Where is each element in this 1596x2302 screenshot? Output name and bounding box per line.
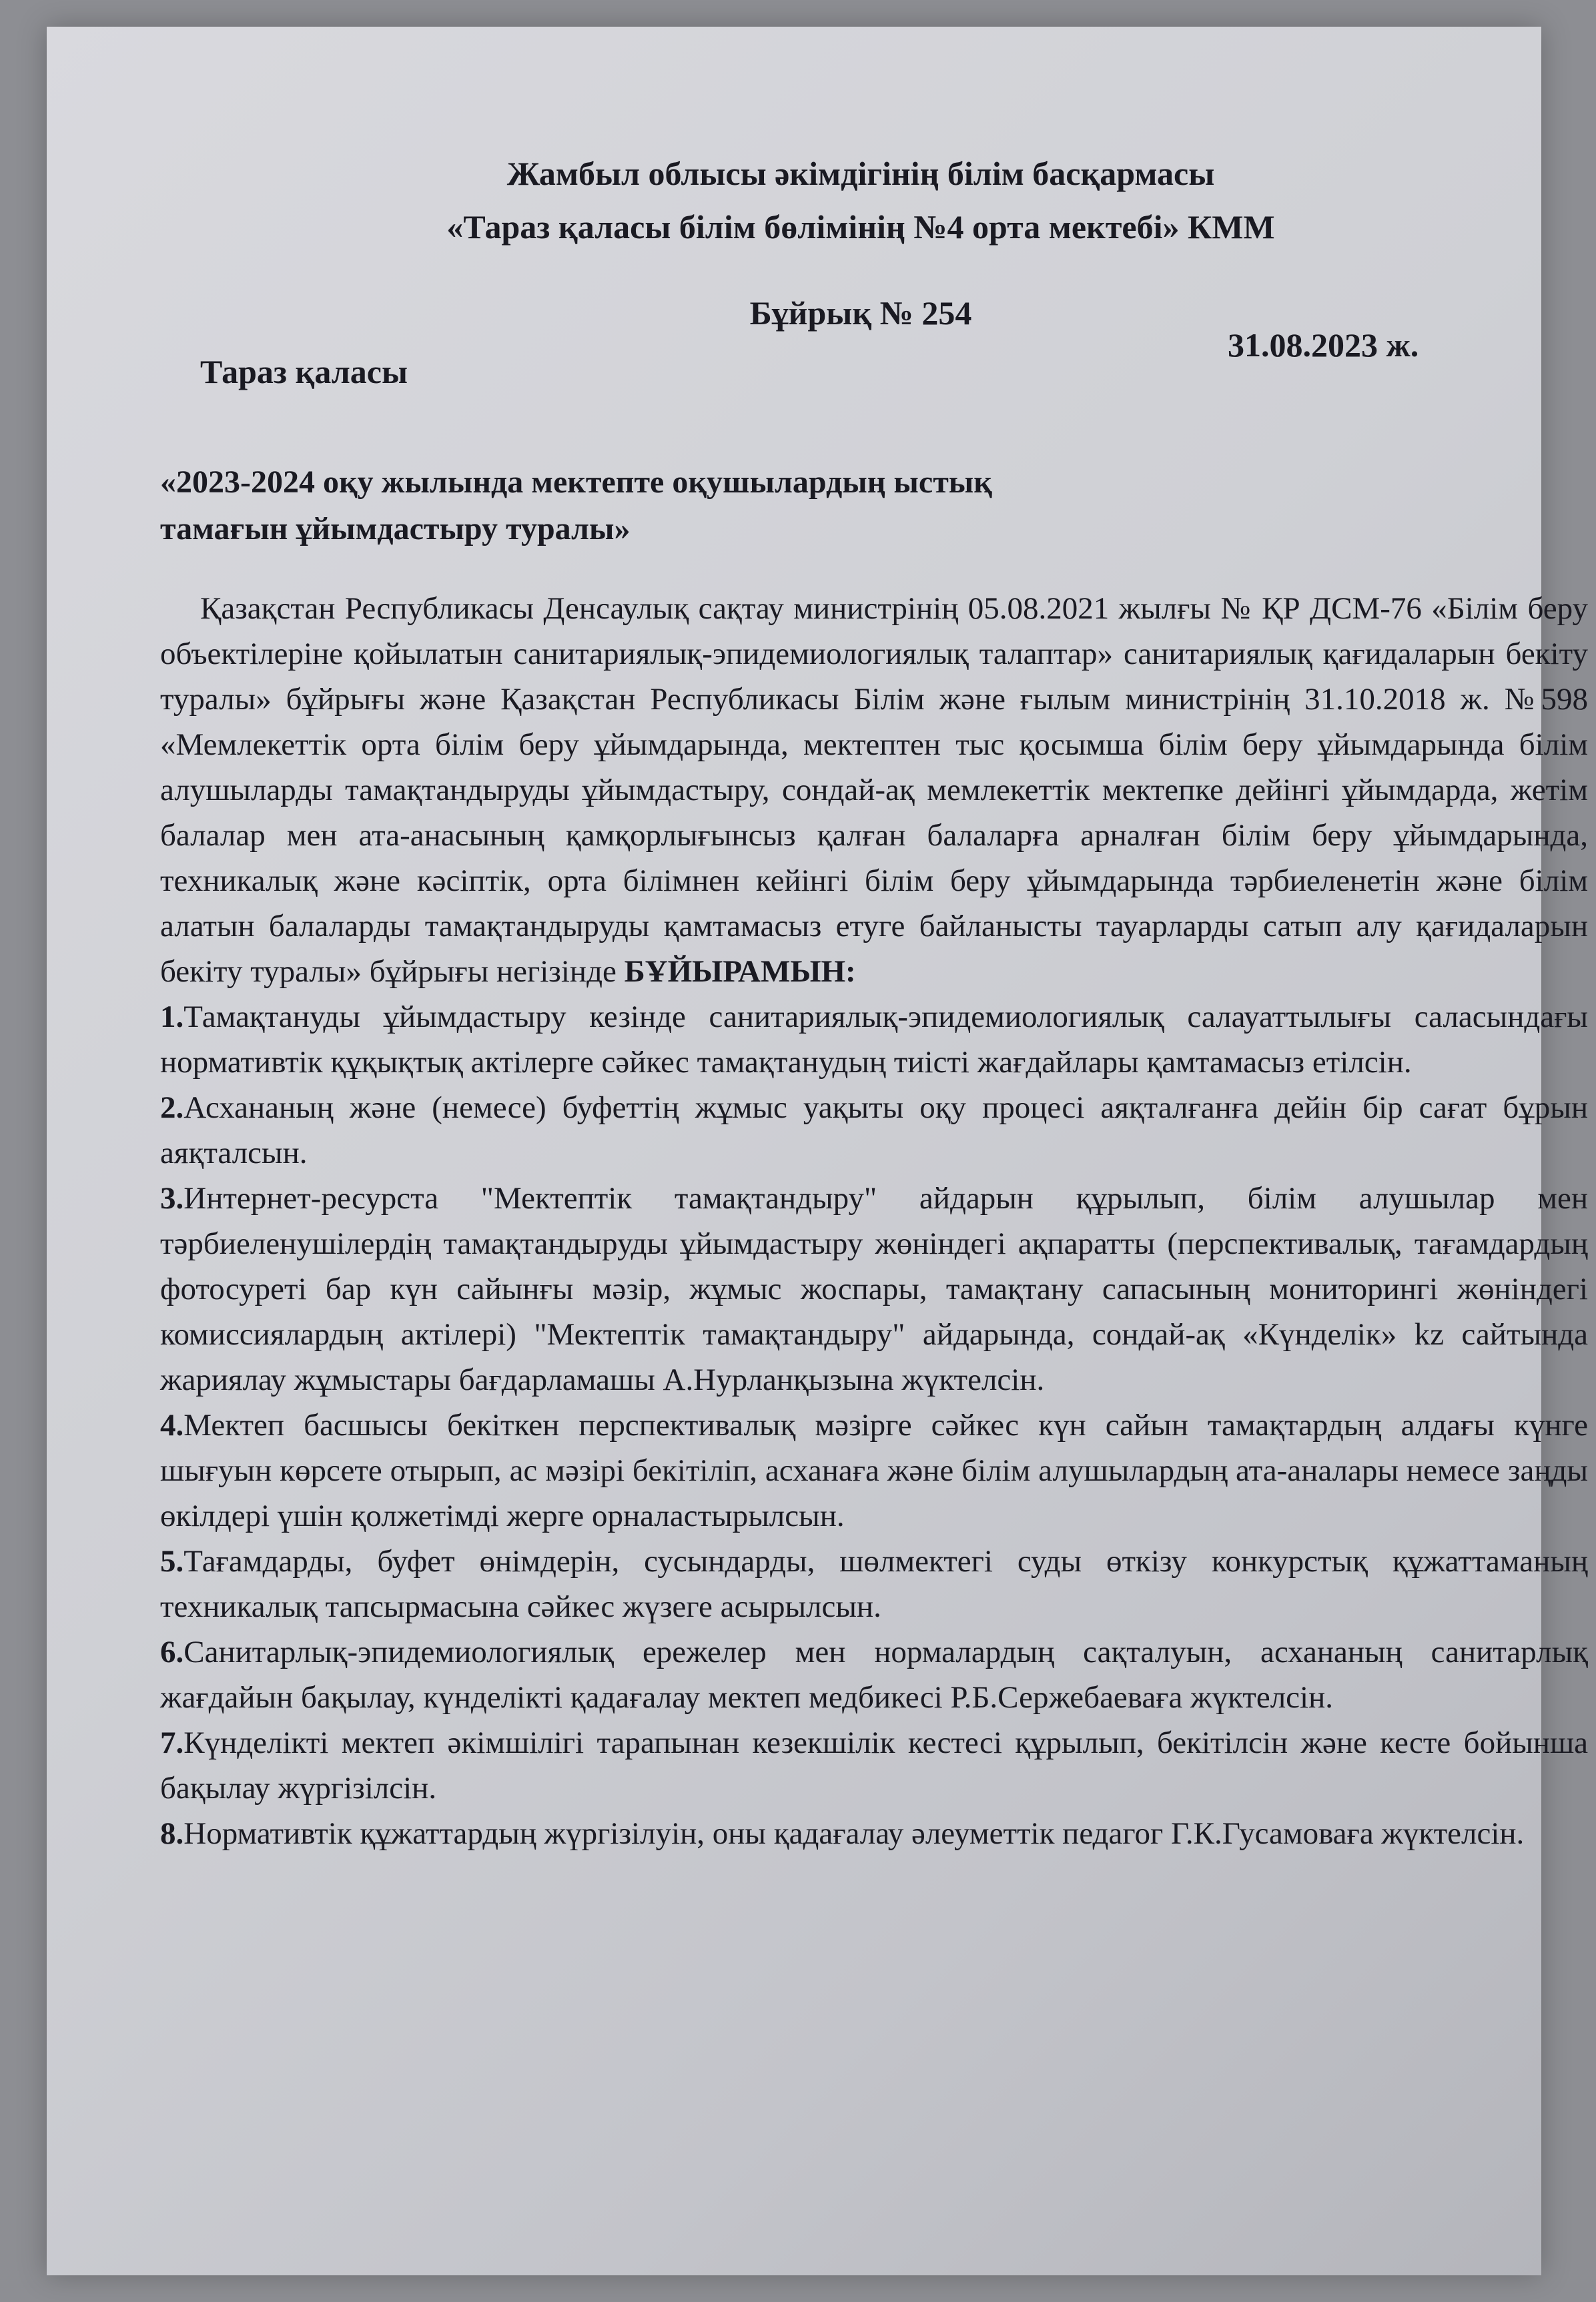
list-item xyxy=(160,1403,1588,1539)
order-subject: «2023-2024 оқу жылында мектепте оқушылардың ыстық тамағын ұйымдастыру туралы» xyxy=(160,464,992,546)
list-item xyxy=(160,1629,1588,1720)
list-item xyxy=(160,994,1588,1085)
order-body xyxy=(160,586,1588,1856)
item-number: 3. xyxy=(160,1181,184,1216)
order-date: 31.08.2023 ж. xyxy=(1228,326,1419,364)
intro-text: Қазақстан Республикасы Денсаулық сақтау министрінің 05.08.2021 жылғы № ҚР ДСМ-76 «Білім беру объектілеріне қойылатын санитариялық-эпидемиологиялық талаптар» санитариялық қағидаларын бекіту туралы» бұйрығы және Қазақстан Республикасы Білім және ғылым министрінің 31.10.2018 ж. №598 «Мемлекеттік орта білім беру ұйымдарында, мектептен тыс қосымша білім беру ұйымдарында білім алушыларды тамақтандыруды ұйымдастыру, сондай-ақ мемлекеттік мектепке дейінгі ұйымдарда, жетім балалар мен ата-анасының қамқорлығынсыз қалған балаларға арналған білім беру ұйымдарында, техникалық және кәсіптік, орта білімнен кейінгі білім беру ұйымдарында тәрбиеленетін және білім алатын балаларды тамақтандыруды қамтамасыз етуге байланысты тауарларды сатып алу қағидаларын бекіту туралы» бұйрығы негізінде xyxy=(160,591,1588,989)
instruction-word: БҰЙЫРАМЫН: xyxy=(624,954,856,989)
item-number: 7. xyxy=(160,1725,184,1760)
item-text: Санитарлық-эпидемиологиялық ережелер мен нормалардың сақталуын, асхананың санитарлық жағдайын бақылау, күнделікті қадағалау мектеп медбикесі Р.Б.Сержебаеваға жүктелсін. xyxy=(160,1635,1588,1715)
place-date-row xyxy=(160,326,1575,390)
item-number: 4. xyxy=(160,1408,184,1443)
order-city: Тараз қаласы xyxy=(200,353,408,390)
item-text: Тағамдарды, буфет өнімдерін, сусындарды, шөлмектегі суды өткізу конкурстық құжаттаманың техникалық тапсырмасына сәйкес жүзеге асырылсын. xyxy=(160,1544,1588,1624)
document xyxy=(160,147,1588,1856)
paper-sheet xyxy=(47,27,1588,2275)
item-text: Тамақтануды ұйымдастыру кезінде санитариялық-эпидемиологиялық салауаттылығы саласындағы нормативтік құқықтық актілерге сәйкес тамақтанудың тиісті жағдайлары қамтамасыз етілсін. xyxy=(160,1000,1588,1080)
item-number: 5. xyxy=(160,1544,184,1579)
item-number: 2. xyxy=(160,1090,184,1125)
list-item xyxy=(160,1176,1588,1403)
intro-paragraph xyxy=(160,586,1588,994)
list-item xyxy=(160,1811,1588,1856)
item-number: 6. xyxy=(160,1635,184,1669)
item-text: Нормативтік құжаттардың жүргізілуін, оны қадағалау әлеуметтік педагог Г.К.Гусамоваға жүктелсін. xyxy=(183,1816,1525,1851)
header-line-2: «Тараз қаласы білім бөлімінің №4 орта мектебі» КММ xyxy=(446,208,1275,246)
header-line-1: Жамбыл облысы әкімдігінің білім басқармасы xyxy=(506,155,1215,192)
list-item xyxy=(160,1539,1588,1629)
item-text: Мектеп басшысы бекіткен перспективалық мәзірге сәйкес күн сайын тамақтардың алдағы күнге шығуын көрсете отырып, ас мәзірі бекітіліп, асханаға және білім алушылардың ата-аналары немесе заңды өкілдері үшін қолжетімді жерге орналастырылсын. xyxy=(160,1408,1588,1533)
list-item xyxy=(160,1720,1588,1811)
order-title: Бұйрық № 254 xyxy=(749,294,972,332)
list-item xyxy=(160,1085,1588,1176)
item-text: Күнделікті мектеп әкімшілігі тарапынан кезекшілік кестесі құрылып, бекітілсін және кесте бойынша бақылау жүргізілсін. xyxy=(160,1725,1588,1806)
item-text: Интернет-ресурста "Мектептік тамақтандыру" айдарын құрылып, білім алушылар мен тәрбиеленушілердің тамақтандыруды ұйымдастыру жөніндегі ақпаратты (перспективалық, тағамдардың фотосуреті бар күн сайынғы мәзір, жұмыс жоспары, тамақтану сапасының мониторингі жөніндегі комиссиялардың актілері) "Мектептік тамақтандыру" айдарында, сондай-ақ «Күнделік» kz сайтында жариялау жұмыстары бағдарламашы А.Нурланқызына жүктелсін. xyxy=(160,1181,1588,1397)
item-number: 1. xyxy=(160,1000,184,1034)
item-number: 8. xyxy=(160,1816,184,1851)
item-text: Асхананың және (немесе) буфеттің жұмыс уақыты оқу процесі аяқталғанға дейін бір сағат бұрын аяқталсын. xyxy=(160,1090,1588,1170)
